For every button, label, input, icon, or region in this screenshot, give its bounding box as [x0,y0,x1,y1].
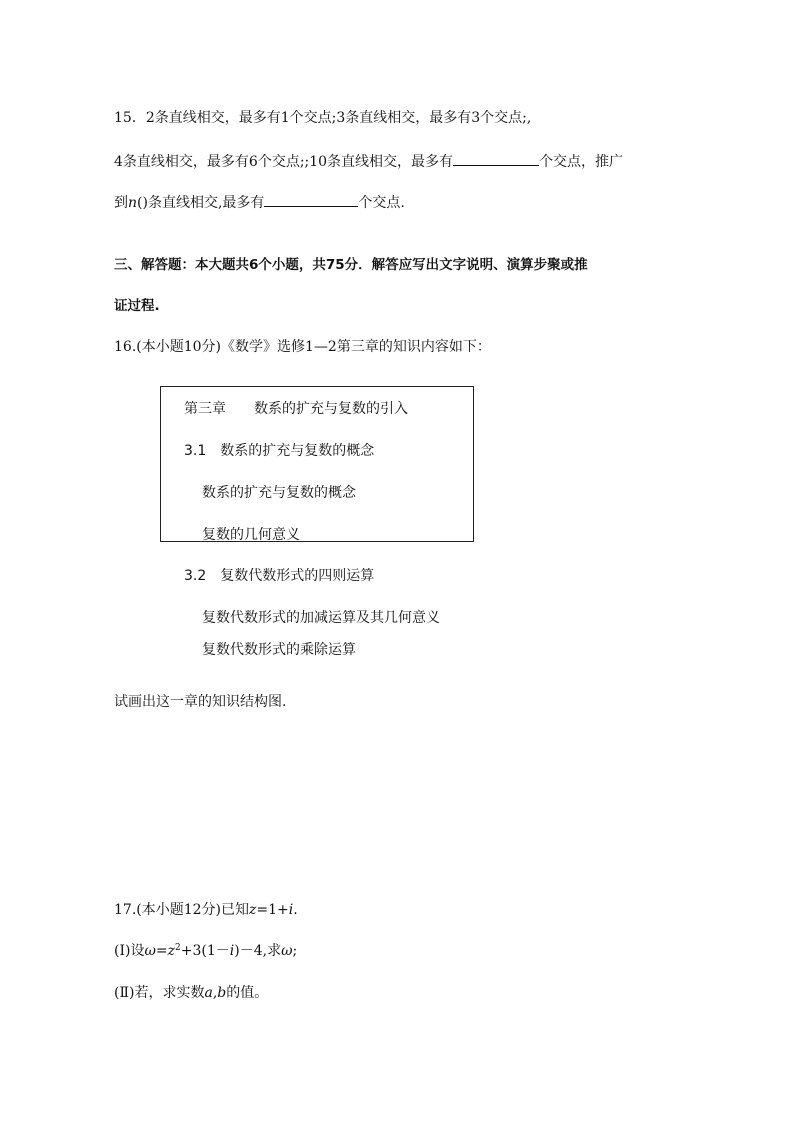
q17-intro-eq: =1+ [256,902,289,918]
q15-answer-blank-2[interactable] [264,192,358,207]
toc-item-multiply-divide: 复数代数形式的乘除运算 [202,642,356,658]
q17-var-a: a [204,985,213,1001]
q17-p2-end: 的值。 [226,985,269,1001]
q17-var-z: z [249,902,257,918]
section3-heading-line-1 [114,255,588,275]
q17-var-b: b [217,985,227,1001]
q16-intro [114,337,491,357]
toc-item-geometric-meaning: 复数的几何意义 [202,527,300,543]
q17-p2-comma: , [212,985,218,1001]
q17-intro-text: 17.(本小题12分)已知 [114,902,250,918]
section3-heading: 三、解答题：本大题共6个小题，共75分．解答应写出文字说明、演算步聚或推 [114,257,588,273]
q15-line-3 [114,192,405,213]
q17-p1-var-i: i [229,943,235,959]
toc-section-3-2: 3.2 复数代数形式的四则运算 [184,568,375,584]
toc-section-3-1: 3.1 数系的扩充与复数的概念 [184,443,375,459]
toc-item-number-system: 数系的扩充与复数的概念 [202,485,356,501]
q17-p1-expr: +3(1－ [180,943,230,959]
q17-p1-var-z: z [167,943,176,959]
q16-task [114,692,286,712]
q17-p2-label: (Ⅱ)若，求实数 [114,985,205,1001]
q17-p1-eq: = [155,943,168,959]
q17-intro-end: . [293,902,298,918]
q17-intro [114,900,298,920]
q17-p1-expr-2: )－4,求 [234,943,282,959]
q15-text-1: 15．2条直线相交，最多有1个交点;3条直线相交，最多有3个交点;, [114,110,532,126]
q17-p1-exponent: 2 [175,943,181,953]
q15-text-3b: ()条直线相交,最多有 [137,195,265,211]
q17-p1-var-omega-2: ω [281,943,293,959]
toc-chapter-title: 第三章 数系的扩充与复数的引入 [184,401,408,417]
q17-part-2 [114,983,268,1003]
q17-var-omega: ω [144,943,156,959]
q16-task-text: 试画出这一章的知识结构图. [114,694,287,710]
q15-line-2 [114,151,623,172]
q15-text-3a: 到 [114,195,128,211]
q15-answer-blank-1[interactable] [453,151,539,166]
q16-intro-text: 16.(本小题10分)《数学》选修1—2第三章的知识内容如下： [114,339,491,355]
q15-line-1 [114,108,531,128]
q15-text-2a: 4条直线相交，最多有6个交点;;10条直线相交，最多有 [114,154,454,170]
section3-heading-line-2 [114,296,160,316]
q15-var-n: n [128,195,138,211]
q17-part-1 [114,941,297,961]
section3-heading-cont: 证过程. [114,298,160,314]
q17-var-i: i [288,902,294,918]
q17-p1-label: (Ⅰ)设 [114,943,145,959]
q17-p1-end: ; [292,943,298,959]
q15-text-3c: 个交点. [358,195,405,211]
toc-item-add-subtract: 复数代数形式的加减运算及其几何意义 [202,610,440,626]
q15-text-2b: 个交点，推广 [539,154,624,170]
